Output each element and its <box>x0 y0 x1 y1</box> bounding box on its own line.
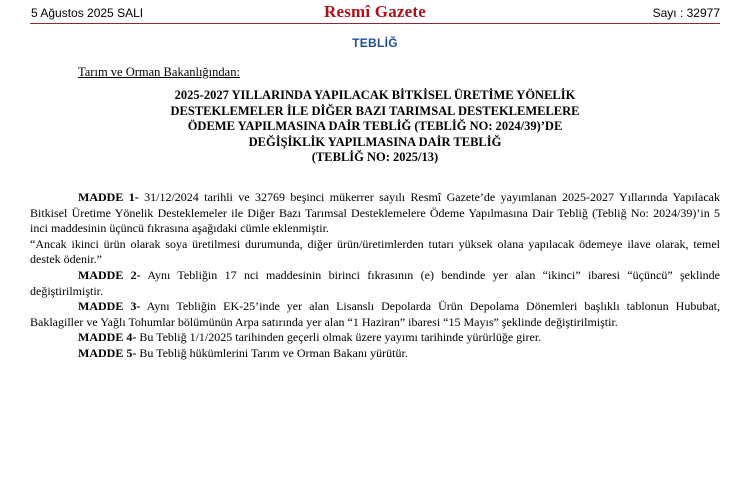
article-1-quote: “Ancak ikinci ürün olarak soya üretilmesi durumunda, diğer ürün/üretimlerden tutarı yüksek olana yapılacak ödemeye ilave olarak, temel destek ödenir.” <box>30 236 720 267</box>
article-4-label: MADDE 4- <box>78 330 137 345</box>
article-4 <box>30 330 720 346</box>
header-divider <box>30 23 720 24</box>
gazette-title: Resmî Gazete <box>324 2 426 21</box>
article-1 <box>30 190 720 237</box>
article-5 <box>30 346 720 362</box>
communique-title <box>60 88 690 166</box>
article-4-text: Bu Tebliğ 1/1/2025 tarihinden geçerli olmak üzere yayımı tarihinde yürürlüğe girer. <box>136 330 542 345</box>
title-line: (TEBLİĞ NO: 2025/13) <box>311 150 439 165</box>
section-heading: TEBLİĞ <box>352 36 398 50</box>
article-5-label: MADDE 5- <box>78 345 137 360</box>
issue-number: Sayı : 32977 <box>652 6 720 20</box>
article-2-label: MADDE 2- <box>78 267 141 282</box>
article-3-label: MADDE 3- <box>78 299 141 314</box>
title-line: 2025-2027 YILLARINDA YAPILACAK BİTKİSEL ÜRETİME YÖNELİK <box>174 88 576 102</box>
communique-body <box>30 190 720 362</box>
article-1-label: MADDE 1- <box>78 190 139 204</box>
article-3-text: Aynı Tebliğin EK-25’inde yer alan Lisanslı Depolarda Ürün Depolama Dönemleri başlıklı tablonun Hububat, Baklagiller ve Yağlı Tohumlar bölümünün Arpa satırında yer alan “1 Haziran” ibaresi “15 Mayıs” şeklinde değiştirilmiştir. <box>30 299 720 329</box>
article-2 <box>30 268 720 299</box>
article-3 <box>30 299 720 330</box>
title-line: ÖDEME YAPILMASINA DAİR TEBLİĞ (TEBLİĞ NO: 2024/39)’DE <box>187 119 563 134</box>
title-line: DEĞİŞİKLİK YAPILMASINA DAİR TEBLİĞ <box>248 134 502 149</box>
issue-date: 5 Ağustos 2025 SALI <box>31 6 144 20</box>
article-5-text: Bu Tebliğ hükümlerini Tarım ve Orman Bakanı yürütür. <box>136 345 408 360</box>
title-line: DESTEKLEMELER İLE DİĞER BAZI TARIMSAL DESTEKLEMELERE <box>170 103 580 118</box>
article-1-text: 31/12/2024 tarihli ve 32769 beşinci mükerrer sayılı Resmî Gazete’de yayımlanan 2025-2027 Yıllarında Yapılacak Bitkisel Üretime Yönelik Desteklemeler ile Diğer Bazı Tarımsal Desteklemelere Ödeme Yapılmasına Dair Tebliğ (Tebliğ No: 2024/39)’in 5 inci maddesinin üçüncü fıkrasına aşağıdaki cümle eklenmiştir. <box>30 190 720 236</box>
article-2-text: Aynı Tebliğin 17 nci maddesinin birinci fıkrasının (e) bendinde yer alan “ikinci” ibaresi “üçüncü” şeklinde değiştirilmiştir. <box>30 267 721 298</box>
issuing-ministry: Tarım ve Orman Bakanlığından: <box>78 65 240 79</box>
